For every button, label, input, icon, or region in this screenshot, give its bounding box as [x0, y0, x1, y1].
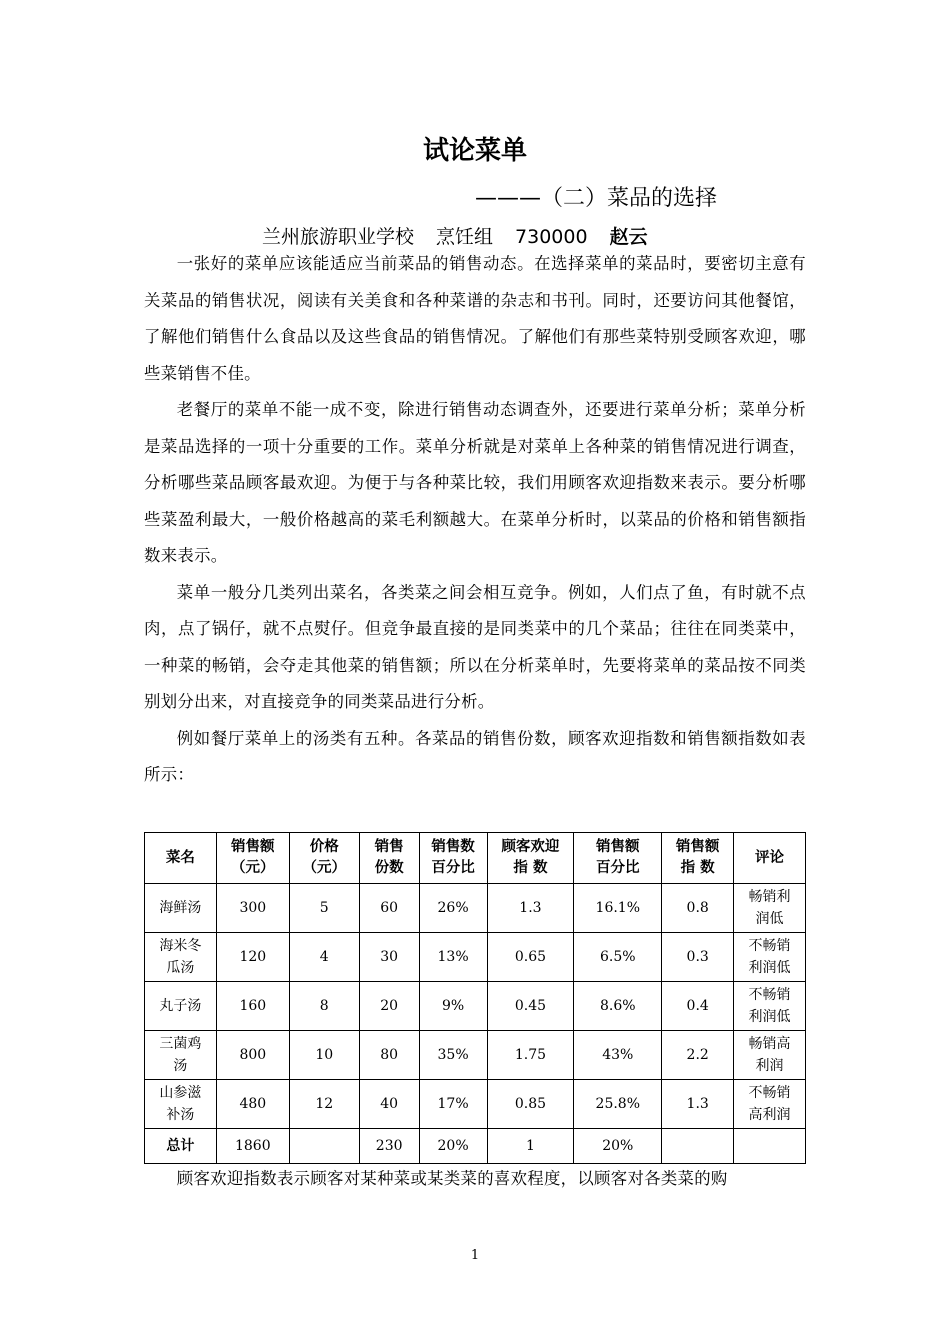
paragraph: 例如餐厅菜单上的汤类有五种。各菜品的销售份数，顾客欢迎指数和销售额指数如表所示：	[144, 728, 806, 784]
author-zip: 730000	[515, 226, 588, 248]
sales-pct-cell: 6.5%	[574, 933, 662, 982]
dish-name: 山参滋 补汤	[145, 1080, 217, 1129]
comment-cell: 不畅销 利润低	[734, 933, 806, 982]
sales-pct-cell: 43%	[574, 1031, 662, 1080]
table-row	[145, 982, 806, 1031]
comment-cell: 畅销利 润低	[734, 884, 806, 933]
price-cell: 8	[289, 982, 359, 1031]
qty-cell: 230	[359, 1129, 419, 1164]
price-cell: 5	[289, 884, 359, 933]
paragraph: 菜单一般分几类列出菜名，各类菜之间会相互竞争。例如，人们点了鱼，有时就不点肉，点了锅仔，就不点熨仔。但竞争最直接的是同类菜中的几个菜品；往往在同类菜中，一种菜的畅销，会夺走其他菜的销售额；所以在分析菜单时，先要将菜单的菜品按不同类别划分出来，对直接竞争的同类菜品进行分析。	[144, 582, 806, 711]
document-subtitle: ———（二）菜品的选择	[475, 186, 718, 211]
sales-pct-cell: 20%	[574, 1129, 662, 1164]
tail-text	[144, 1164, 806, 1194]
price-cell	[289, 1129, 359, 1164]
sales-pct-cell: 25.8%	[574, 1080, 662, 1129]
table-row	[145, 1031, 806, 1080]
menu-analysis-table	[144, 832, 806, 1164]
paragraph: 一张好的菜单应该能适应当前菜品的销售动态。在选择菜单的菜品时，要密切主意有关菜品的销售状况，阅读有关美食和各种菜谱的杂志和书刊。同时，还要访问其他餐馆，了解他们销售什么食品以及这些食品的销售情况。了解他们有那些菜特别受顾客欢迎，哪些菜销售不佳。	[144, 254, 806, 383]
header-cell: 评论	[734, 833, 806, 884]
dish-name: 海米冬 瓜汤	[145, 933, 217, 982]
table-row	[145, 1080, 806, 1129]
popularity-cell: 1.3	[487, 884, 574, 933]
qty-cell: 30	[359, 933, 419, 982]
sales-cell: 480	[216, 1080, 289, 1129]
sales-cell: 160	[216, 982, 289, 1031]
qty-pct-cell: 26%	[419, 884, 487, 933]
table-total-row	[145, 1129, 806, 1164]
popularity-cell: 1.75	[487, 1031, 574, 1080]
header-cell: 销售额 （元）	[216, 833, 289, 884]
comment-cell	[734, 1129, 806, 1164]
document-title: 试论菜单	[422, 136, 527, 166]
dish-name: 海鲜汤	[145, 884, 217, 933]
sales-pct-cell: 16.1%	[574, 884, 662, 933]
popularity-cell: 0.85	[487, 1080, 574, 1129]
qty-cell: 40	[359, 1080, 419, 1129]
qty-pct-cell: 20%	[419, 1129, 487, 1164]
author-group: 烹饪组	[436, 226, 494, 248]
comment-cell: 不畅销 高利润	[734, 1080, 806, 1129]
sales-idx-cell	[662, 1129, 734, 1164]
sales-idx-cell: 2.2	[662, 1031, 734, 1080]
sales-idx-cell: 0.3	[662, 933, 734, 982]
header-cell: 菜名	[145, 833, 217, 884]
sales-cell: 1860	[216, 1129, 289, 1164]
sales-cell: 800	[216, 1031, 289, 1080]
popularity-cell: 0.65	[487, 933, 574, 982]
sales-pct-cell: 8.6%	[574, 982, 662, 1031]
popularity-cell: 0.45	[487, 982, 574, 1031]
header-cell: 价格 （元）	[289, 833, 359, 884]
header-cell: 销售数 百分比	[419, 833, 487, 884]
sales-cell: 120	[216, 933, 289, 982]
header-cell: 顾客欢迎 指 数	[487, 833, 574, 884]
author-name: 赵云	[609, 226, 648, 248]
header-cell: 销售额 百分比	[574, 833, 662, 884]
dish-name: 三菌鸡 汤	[145, 1031, 217, 1080]
qty-cell: 60	[359, 884, 419, 933]
price-cell: 12	[289, 1080, 359, 1129]
comment-cell: 畅销高 利润	[734, 1031, 806, 1080]
qty-pct-cell: 9%	[419, 982, 487, 1031]
sales-idx-cell: 0.4	[662, 982, 734, 1031]
qty-cell: 80	[359, 1031, 419, 1080]
paragraph: 老餐厅的菜单不能一成不变，除进行销售动态调查外，还要进行菜单分析；菜单分析是菜品选择的一项十分重要的工作。菜单分析就是对菜单上各种菜的销售情况进行调查，分析哪些菜品顾客最欢迎。为便于与各种菜比较，我们用顾客欢迎指数来表示。要分析哪些菜盈利最大，一般价格越高的菜毛利额越大。在菜单分析时，以菜品的价格和销售额指数来表示。	[144, 400, 806, 565]
header-cell: 销售额 指 数	[662, 833, 734, 884]
comment-cell: 不畅销 利润低	[734, 982, 806, 1031]
sales-idx-cell: 0.8	[662, 884, 734, 933]
header-cell: 销售 份数	[359, 833, 419, 884]
qty-cell: 20	[359, 982, 419, 1031]
popularity-cell: 1	[487, 1129, 574, 1164]
table-row	[145, 933, 806, 982]
table-row	[145, 884, 806, 933]
dish-name: 丸子汤	[145, 982, 217, 1031]
qty-pct-cell: 17%	[419, 1080, 487, 1129]
author-school: 兰州旅游职业学校	[262, 226, 415, 248]
paragraph: 顾客欢迎指数表示顾客对某种菜或某类菜的喜欢程度，以顾客对各类菜的购	[176, 1169, 728, 1188]
sales-idx-cell: 1.3	[662, 1080, 734, 1129]
price-cell: 4	[289, 933, 359, 982]
price-cell: 10	[289, 1031, 359, 1080]
total-label: 总计	[145, 1129, 217, 1164]
author-line	[262, 222, 762, 249]
sales-cell: 300	[216, 884, 289, 933]
body-text	[144, 246, 806, 794]
qty-pct-cell: 35%	[419, 1031, 487, 1080]
page-number: 1	[470, 1248, 480, 1263]
table-header-row	[145, 833, 806, 884]
qty-pct-cell: 13%	[419, 933, 487, 982]
